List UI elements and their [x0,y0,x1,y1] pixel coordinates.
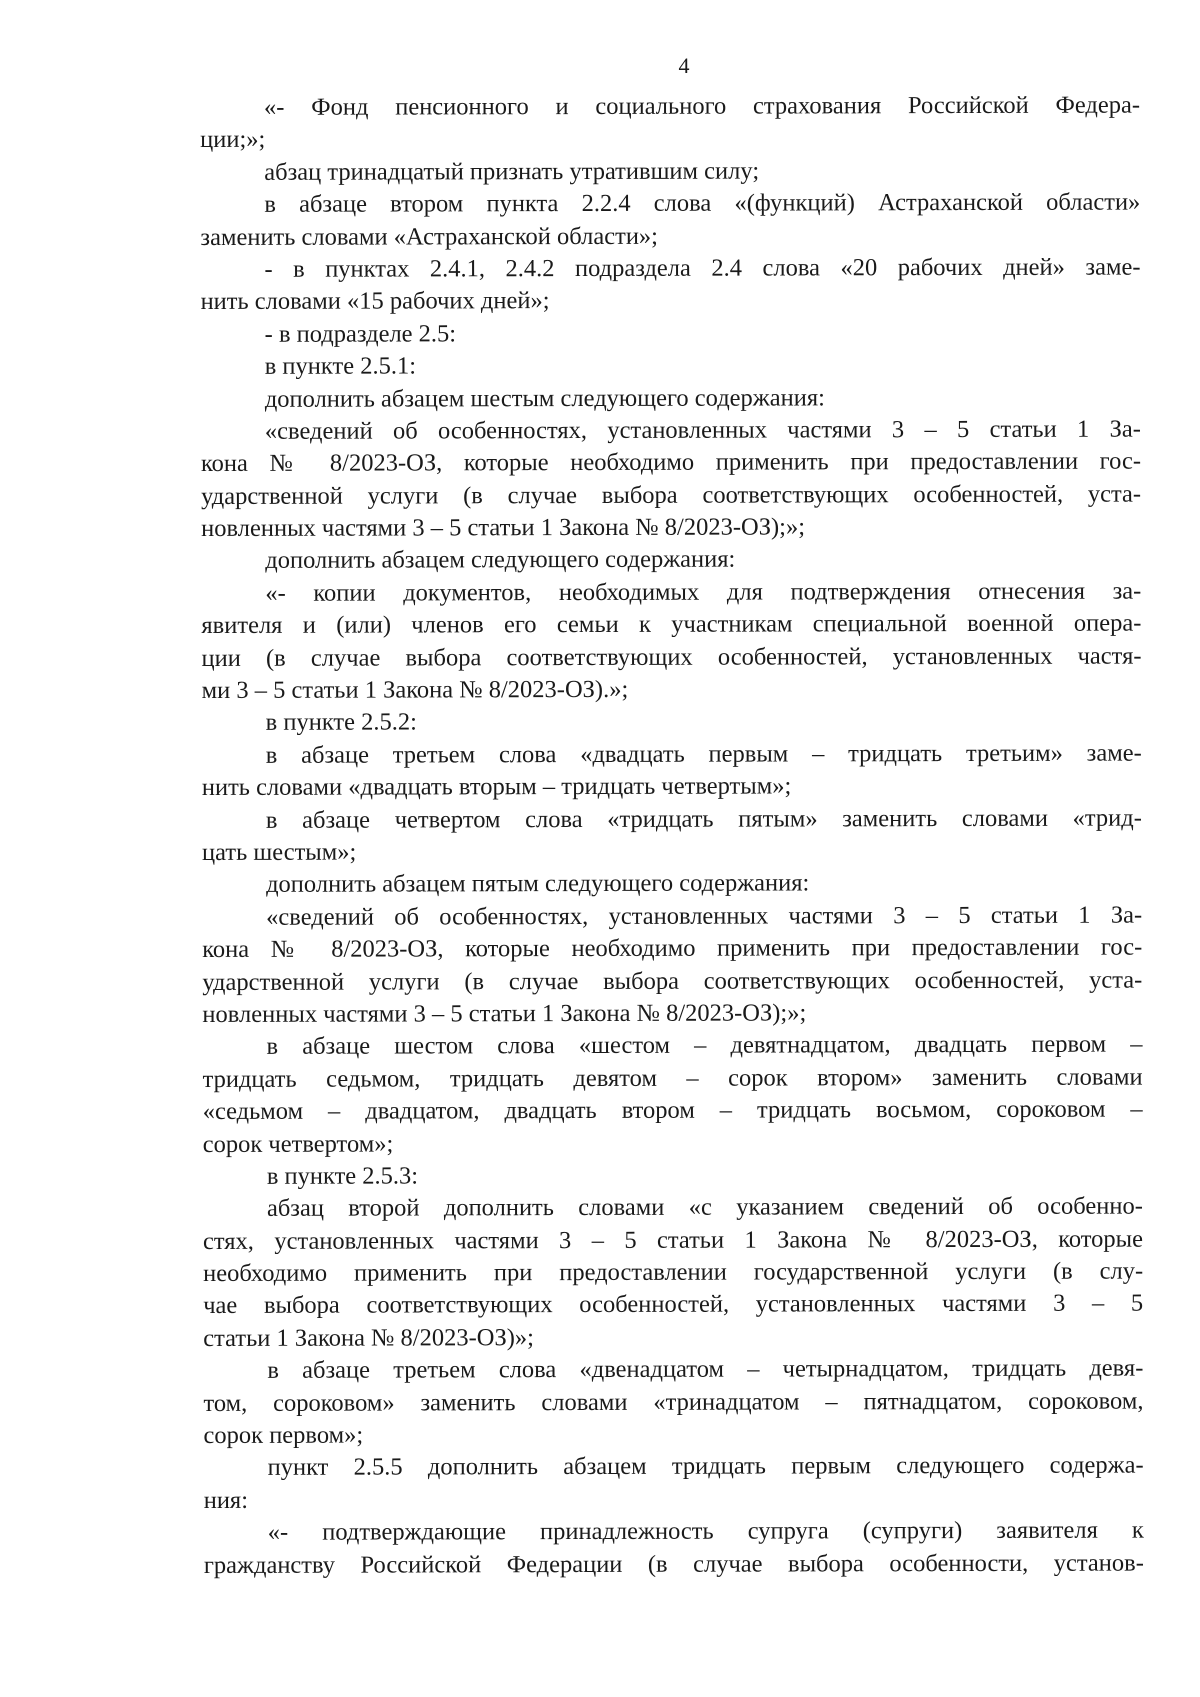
text-line: дополнить абзацем пятым следующего содержания: [266,869,810,899]
text-line: новленных частями 3 – 5 статьи 1 Закона № 8/2023-ОЗ);»; [201,513,806,543]
text-line: в абзаце шестом слова «шестом – девятнадцатом, двадцать первом – [266,1030,1143,1061]
text-line: гражданству Российской Федерации (в случае выбора особенности, установ- [203,1549,1144,1579]
text-line: дополнить абзацем следующего содержания: [265,546,736,575]
text-line: абзац тринадцатый признать утратившим силу; [264,157,760,186]
text-line: в пункте 2.5.3: [266,1162,419,1190]
text-line: «седьмом – двадцатом, двадцать втором – тридцать восьмом, сороковом – [202,1095,1143,1126]
document-body [200,90,1144,1582]
text-line: ударственной услуги (в случае выбора соответствующих особенностей, уста- [201,480,1142,510]
text-line: «- копии документов, необходимых для подтверждения отнесения за- [265,577,1142,607]
text-line: нить словами «15 рабочих дней»; [200,287,550,316]
page-number: 4 [678,53,690,78]
text-line: явителя и (или) членов его семьи к участникам специальной военной опера- [201,609,1142,640]
text-line: «сведений об особенностях, установленных частями 3 – 5 статьи 1 За- [266,901,1143,931]
text-line: в абзаце третьем слова «двенадцатом – четырнадцатом, тридцать девя- [267,1354,1144,1385]
text-line: стях, установленных частями 3 – 5 статьи 1 Закона № 8/2023-ОЗ, которые [202,1225,1144,1255]
text-line: - в подразделе 2.5: [264,320,457,348]
text-line: кона № 8/2023-ОЗ, которые необходимо применить при предоставлении гос- [202,933,1143,964]
text-line: чае выбора соответствующих особенностей, установленных частями 3 – 5 [203,1289,1144,1320]
text-line: «сведений об особенностях, установленных частями 3 – 5 статьи 1 За- [264,415,1141,445]
text-line: - в пунктах 2.4.1, 2.4.2 подраздела 2.4 слова «20 рабочих дней» заме- [264,253,1141,283]
text-line: ми 3 – 5 статьи 1 Закона № 8/2023-ОЗ).»; [201,675,629,705]
text-line: абзац второй дополнить словами «с указанием сведений об особенно- [266,1192,1143,1223]
text-line: пункт 2.5.5 дополнить абзацем тридцать первым следующего содержа- [267,1451,1144,1482]
text-line: статьи 1 Закона № 8/2023-ОЗ)»; [203,1323,534,1352]
text-line: ударственной услуги (в случае выбора соответствующих особенностей, уста- [202,966,1143,996]
text-line: ции;»; [200,126,266,154]
text-line: сорок четвертом»; [202,1129,394,1158]
text-line: новленных частями 3 – 5 статьи 1 Закона № 8/2023-ОЗ);»; [202,999,807,1028]
text-line: «- подтверждающие принадлежность супруга (супруги) заявителя к [267,1516,1144,1547]
text-line: в пункте 2.5.1: [264,352,417,380]
text-line: дополнить абзацем шестым следующего содержания: [264,383,825,413]
text-line: «- Фонд пенсионного и социального страхования Российской Федера- [264,91,1141,121]
text-line: тридцать седьмом, тридцать девятом – сорок втором» заменить словами [202,1063,1143,1093]
text-line: в абзаце третьем слова «двадцать первым – тридцать третьим» заме- [265,739,1142,769]
text-line: сорок первом»; [203,1421,364,1450]
text-line: в пункте 2.5.2: [265,708,417,737]
text-line: нить словами «двадцать вторым – тридцать четвертым»; [201,772,792,802]
text-line: заменить словами «Астраханской области»; [200,222,659,251]
text-line: цать шестым»; [201,838,357,866]
text-line: том, сороковом» заменить словами «тринадцатом – пятнадцатом, сороковом, [203,1387,1144,1417]
text-line: кона № 8/2023-ОЗ, которые необходимо применить при предоставлении гос- [200,447,1142,478]
text-line: ции (в случае выбора соответствующих особенностей, установленных частя- [201,642,1142,672]
text-line: в абзаце втором пункта 2.2.4 слова «(функций) Астраханской области» [264,188,1141,219]
text-line: необходимо применить при предоставлении государственной услуги (в слу- [203,1257,1144,1288]
text-line: ния: [203,1486,249,1514]
text-line: в абзаце четвертом слова «тридцать пятым» заменить словами «трид- [265,804,1142,834]
